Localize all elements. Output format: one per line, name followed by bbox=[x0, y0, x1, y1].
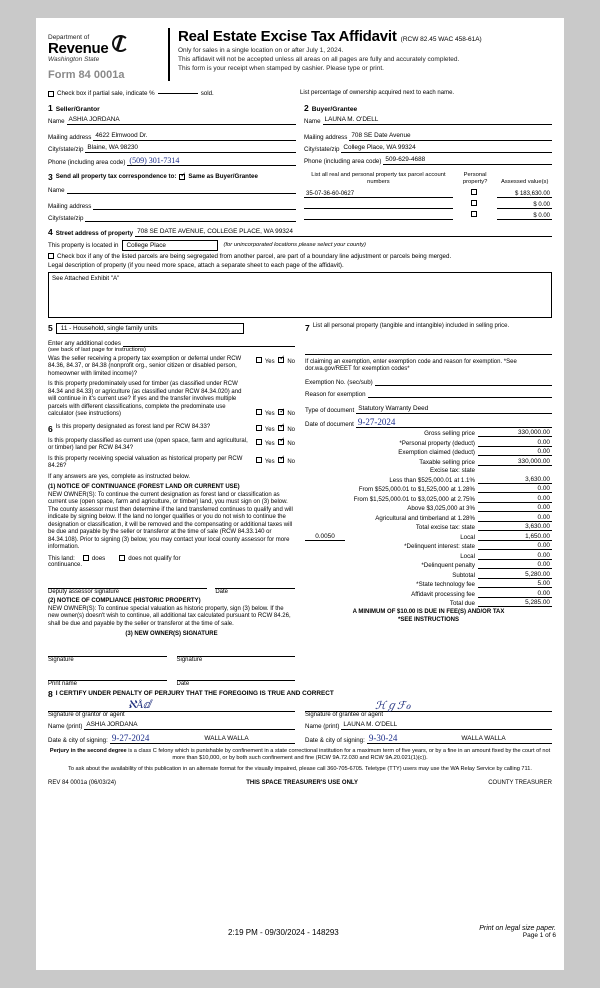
buyer-mailing-label: Mailing address bbox=[304, 133, 348, 141]
current-use-question: Is this property classified as current use (open space, farm and agricultural, or timber) land per RCW 84.34? bbox=[48, 437, 248, 452]
parcel-input-3[interactable] bbox=[304, 208, 453, 219]
grantor-date-input[interactable]: 9-27-2024 bbox=[110, 733, 203, 744]
seller-title: Seller/Grantor bbox=[55, 105, 100, 113]
form-header bbox=[48, 28, 552, 81]
located-in-label: This property is located in bbox=[48, 241, 119, 249]
additional-codes-note: (see back of last page for instructions) bbox=[48, 346, 146, 353]
grantor-print-label: Name (print) bbox=[48, 722, 83, 730]
excise-state-label: Excise tax: state bbox=[429, 467, 475, 475]
timber-ag-answer[interactable]: Yes ✓No bbox=[254, 408, 295, 419]
tech-fee-value[interactable]: 5.00 bbox=[478, 580, 552, 588]
personal-prop-checkbox-3[interactable] bbox=[471, 211, 477, 217]
seller-citystatezip-input[interactable]: Blaine, WA 98230 bbox=[85, 144, 296, 153]
q2-yes-checkbox[interactable] bbox=[256, 409, 262, 415]
seller-name-input[interactable]: ASHIA JORDANA bbox=[67, 116, 296, 125]
subtitle-line-2: This affidavit will not be accepted unless all areas on all pages are fully and accurately completed. bbox=[178, 55, 460, 63]
section3-label: Send all property tax correspondence to: bbox=[55, 173, 177, 181]
assessed-value-header: Assessed value(s) bbox=[501, 178, 549, 185]
personal-property-label: List all personal property (tangible and intangible) included in selling price. bbox=[312, 322, 510, 329]
property-address-section bbox=[48, 227, 552, 318]
section7-number: 7 bbox=[305, 322, 310, 333]
partial-sale-label: Check box if partial sale, indicate % bbox=[57, 90, 155, 98]
grantee-city-input[interactable]: WALLA WALLA bbox=[459, 735, 552, 744]
perjury-note bbox=[48, 748, 552, 763]
certification-title: I CERTIFY UNDER PENALTY OF PERJURY THAT THE FOREGOING IS TRUE AND CORRECT bbox=[55, 690, 334, 698]
perjury-text: is a class C felony which is punishable by confinement in a state correctional institution for a maximum term of five years, or by a fine in an amount fixed by the court of not more than $10,000, or by both such confinement and fine (RCW 9A.72.030 and RCW 9A.20.021(1)(c)). bbox=[126, 747, 551, 761]
new-owner-date-1[interactable] bbox=[177, 671, 296, 681]
grantee-print-input[interactable]: LAUNA M. O'DELL bbox=[341, 721, 552, 730]
tier4-value[interactable]: 0.00 bbox=[478, 504, 552, 512]
dept-label: Department of bbox=[48, 34, 90, 41]
page-number: Page 1 of 6 bbox=[522, 932, 556, 939]
doc-date-input[interactable]: 9-27-2024 bbox=[356, 417, 552, 428]
new-owner-printname-1[interactable] bbox=[48, 671, 167, 681]
buyer-mailing-input[interactable]: 708 SE Date Avenue bbox=[349, 132, 552, 141]
grantor-signature-label: Signature of grantor or agent bbox=[48, 711, 125, 718]
q2-no-checkbox[interactable] bbox=[278, 409, 284, 415]
q3-yes-checkbox[interactable] bbox=[256, 425, 262, 431]
affidavit-page bbox=[36, 18, 564, 970]
seller-exemption-question: Was the seller receiving a property tax exemption or deferral under RCW 84.36, 84.37, or 84.38 (nonprofit org., senior citizen or disabled person, homeowner with limited income)? bbox=[48, 355, 242, 377]
seller-number: 1 bbox=[48, 102, 53, 113]
print-note-block bbox=[479, 925, 556, 939]
total-excise-state-label: Total excise tax: state bbox=[415, 524, 475, 532]
deputy-assessor-date-label: Date bbox=[215, 589, 229, 596]
buyer-citystatezip-label: City/state/zip bbox=[304, 145, 340, 153]
delinq-interest-state-label: *Delinquent interest: state bbox=[404, 543, 475, 551]
tech-fee-label: *State technology fee bbox=[416, 581, 475, 589]
grantor-date-label: Date & city of signing: bbox=[48, 736, 108, 744]
personal-deduct-value[interactable]: 0.00 bbox=[478, 439, 552, 447]
tier1-value[interactable]: 3,630.00 bbox=[478, 476, 552, 484]
county-note: (for unincorporated locations please select your county) bbox=[223, 242, 366, 249]
grantee-signature-input[interactable] bbox=[305, 700, 552, 712]
seller-phone-label: Phone (including area code) bbox=[48, 158, 126, 166]
legal-description-input[interactable]: See Attached Exhibit "A" bbox=[48, 272, 552, 318]
buyer-citystatezip-input[interactable]: College Place, WA 99324 bbox=[341, 144, 552, 153]
parcel-input-1[interactable]: 35-07-36-60-0627 bbox=[304, 186, 453, 197]
corr-citystatezip-input[interactable] bbox=[85, 213, 296, 222]
personal-prop-checkbox-1[interactable] bbox=[471, 189, 477, 195]
q5-no-checkbox[interactable] bbox=[278, 457, 284, 463]
doc-date-label: Date of document bbox=[305, 420, 354, 428]
new-owner-signature-2[interactable] bbox=[177, 647, 296, 657]
assessed-value-3[interactable]: $ 0.00 bbox=[497, 208, 552, 219]
subtotal-label: Subtotal bbox=[452, 571, 475, 579]
buyer-phone-input[interactable]: 509-629-4688 bbox=[383, 156, 552, 165]
state-label: Washington State bbox=[48, 56, 100, 64]
alt-format-note: To ask about the availability of this publication in an alternate format for the visually impaired, please call 360-705-6705. Teletype (TTY) users may use the WA Relay Service by calling 711. bbox=[68, 766, 532, 773]
perjury-bold: Perjury in the second degree bbox=[49, 747, 127, 754]
seller-section bbox=[48, 103, 296, 166]
partial-sale-pct-input[interactable] bbox=[158, 93, 198, 94]
personal-deduct-label: *Personal property (deduct) bbox=[399, 439, 475, 447]
personal-property-input[interactable] bbox=[305, 345, 552, 355]
deputy-assessor-date-input[interactable] bbox=[215, 579, 295, 589]
new-owner-date-label-1: Date bbox=[176, 680, 190, 687]
processing-fee-value[interactable]: 0.00 bbox=[478, 590, 552, 598]
processing-fee-label: Affidavit processing fee bbox=[411, 590, 475, 598]
table-row bbox=[304, 208, 552, 219]
taxable-price-value[interactable]: 330,000.00 bbox=[478, 458, 552, 466]
buyer-number: 2 bbox=[304, 102, 309, 113]
buyer-name-input[interactable]: LAUNA M. O'DELL bbox=[323, 116, 552, 125]
tier4-label: Above $3,025,000 at 3% bbox=[407, 505, 475, 513]
q4-yes-checkbox[interactable] bbox=[256, 439, 262, 445]
tier3-label: From $1,525,000.01 to $3,025,000 at 2.75% bbox=[353, 495, 475, 503]
additional-codes-input[interactable] bbox=[123, 338, 295, 347]
parcel-header: List all real and personal property tax parcel account numbers bbox=[311, 171, 446, 185]
page-title: Real Estate Excise Tax Affidavit (RCW 82.45 WAC 458-61A) bbox=[178, 28, 482, 45]
total-due-label: Total due bbox=[449, 600, 475, 608]
seller-exemption-answer[interactable]: Yes ✓No bbox=[254, 356, 295, 367]
section6-number: 6 bbox=[48, 423, 53, 434]
personal-prop-header: Personal property? bbox=[462, 171, 488, 185]
taxable-price-label: Taxable selling price bbox=[419, 458, 475, 466]
buyer-section bbox=[304, 103, 552, 166]
located-in-select[interactable]: College Place bbox=[122, 240, 218, 251]
delinq-interest-state-value[interactable]: 0.00 bbox=[478, 542, 552, 550]
exemption-reason-input[interactable] bbox=[368, 389, 552, 398]
exemption-code-label: Exemption No. (sec/sub) bbox=[305, 378, 373, 386]
same-as-buyer-label: Same as Buyer/Grantee bbox=[188, 173, 258, 181]
form-number: Form 84 0001a bbox=[48, 69, 125, 82]
partial-sale-checkbox[interactable] bbox=[48, 91, 54, 97]
delinq-interest-local-label: Local bbox=[460, 552, 475, 560]
header-divider bbox=[168, 28, 170, 81]
current-use-answer[interactable]: Yes ✓No bbox=[254, 438, 295, 449]
grantor-signature-mark: ℵÅⅆ bbox=[128, 698, 151, 711]
grantee-signature-label: Signature of grantee or agent bbox=[305, 711, 384, 718]
buyer-name-label: Name bbox=[304, 117, 321, 125]
delinq-penalty-value[interactable]: 0.00 bbox=[478, 561, 552, 569]
this-land-label: This land: bbox=[48, 554, 75, 562]
table-row bbox=[304, 186, 552, 197]
corr-name-label: Name bbox=[48, 186, 65, 194]
subtotal-value[interactable]: 5,280.00 bbox=[478, 571, 552, 579]
correspondence-section bbox=[48, 172, 296, 222]
section7 bbox=[305, 323, 552, 687]
forest-land-question: Is this property designated as forest land per RCW 84.33? bbox=[55, 423, 211, 430]
street-address-input[interactable]: 708 SE DATE AVENUE, COLLEGE PLACE, WA 99324 bbox=[135, 228, 552, 237]
title-citation: (RCW 82.45 WAC 458-61A) bbox=[400, 36, 482, 43]
deputy-assessor-label: Deputy assessor signature bbox=[48, 589, 120, 596]
ag-timber-label: Agricultural and timberland at 1.28% bbox=[375, 514, 475, 522]
minimum-due-note: A MINIMUM OF $10.00 IS DUE IN FEE(S) AND/OR TAX bbox=[352, 609, 505, 616]
notice-continuance-body: NEW OWNER(S): To continue the current designation as forest land or classification as current use (open space, farm and agriculture, or timber) land, you must sign on (3) below. The county assessor must then determine if the land transferred continues to qualify and will indicate by signing below. If the land no longer qualifies or you do not wish to continue the designation or classification, it will be removed and the compensating or additional taxes will be due and payable by the seller or transferor at the time of sale (RCW 84.33.140 or 84.34.108). Prior to signing (3) below, you may contact your local county assessor for more information. bbox=[48, 491, 293, 551]
section3-number: 3 bbox=[48, 171, 53, 182]
new-owner-printname-label-1: Print name bbox=[48, 680, 78, 687]
exemption-claimed-value[interactable]: 0.00 bbox=[478, 448, 552, 456]
total-due-value[interactable]: 5,285.00 bbox=[478, 599, 552, 607]
personal-prop-checkbox-2[interactable] bbox=[471, 200, 477, 206]
exemption-reason-label: Reason for exemption bbox=[305, 390, 366, 398]
tier2-value[interactable]: 0.00 bbox=[478, 485, 552, 493]
additional-codes-label: Enter any additional codes bbox=[48, 339, 121, 347]
gross-price-label: Gross selling price bbox=[424, 430, 475, 438]
q5-yes-checkbox[interactable] bbox=[256, 457, 262, 463]
historic-question: Is this property receiving special valuation as historical property per RCW 84.26? bbox=[48, 455, 243, 470]
does-not-label: does not qualify for bbox=[128, 554, 181, 562]
new-owner-signature-1[interactable] bbox=[48, 647, 167, 657]
revenue-wordmark: Revenue bbox=[48, 40, 109, 58]
tier1-label: Less than $525,000.01 at 1.1% bbox=[389, 476, 475, 484]
parcel-input-2[interactable] bbox=[304, 197, 453, 208]
rev-number: REV 84 0001a (06/03/24) bbox=[48, 780, 117, 787]
tier3-value[interactable]: 0.00 bbox=[478, 495, 552, 503]
q4-no-checkbox[interactable] bbox=[278, 439, 284, 445]
seller-citystatezip-label: City/state/zip bbox=[48, 145, 84, 153]
land-use-code-select[interactable]: 11 - Household, single family units bbox=[56, 323, 244, 334]
seller-name-label: Name bbox=[48, 117, 65, 125]
does-label: does bbox=[91, 554, 106, 562]
dor-logo-block bbox=[48, 28, 168, 81]
print-note: Print on legal size paper. bbox=[479, 925, 556, 932]
corr-mailing-label: Mailing address bbox=[48, 202, 92, 210]
buyer-phone-label: Phone (including area code) bbox=[304, 157, 382, 165]
revenue-swoosh-icon bbox=[112, 35, 125, 50]
new-owner-signature-title: (3) NEW OWNER(S) SIGNATURE bbox=[125, 631, 218, 638]
sold-label: sold. bbox=[200, 90, 214, 98]
section5-number: 5 bbox=[48, 323, 53, 334]
assessed-value-1[interactable]: $ 183,630.00 bbox=[497, 186, 552, 197]
historic-answer[interactable]: Yes ✓No bbox=[254, 456, 295, 467]
ownership-note: List percentage of ownership acquired next to each name. bbox=[300, 90, 455, 97]
new-owner-signature-label-1: Signature bbox=[48, 656, 74, 663]
local-rate-value[interactable]: 0.0050 bbox=[305, 533, 345, 541]
corr-citystatezip-label: City/state/zip bbox=[48, 214, 84, 222]
q1-no-checkbox[interactable] bbox=[278, 357, 284, 363]
does-qualify-checkbox[interactable] bbox=[83, 555, 89, 561]
grantee-date-input[interactable]: 9-30-24 bbox=[367, 733, 460, 744]
tier2-label: From $525,000.01 to $1,525,000 at 1.28% bbox=[358, 486, 475, 494]
if-any-yes-note: If any answers are yes, complete as instructed below. bbox=[48, 473, 191, 480]
county-treasurer-label: COUNTY TREASURER bbox=[488, 780, 552, 787]
subtitle-line-1: Only for sales in a single location on or after July 1, 2024. bbox=[178, 47, 344, 54]
q3-no-checkbox[interactable] bbox=[278, 425, 284, 431]
grantee-signature-mark: ℋℊℱℴ bbox=[375, 699, 411, 712]
notice-compliance-title: (2) NOTICE OF COMPLIANCE (HISTORIC PROPERTY) bbox=[48, 598, 201, 605]
grantor-city-input[interactable]: WALLA WALLA bbox=[202, 735, 295, 744]
section8-number: 8 bbox=[48, 688, 53, 699]
see-instructions-note: *SEE INSTRUCTIONS bbox=[397, 616, 459, 623]
parcel-table bbox=[304, 172, 552, 222]
grantor-signature-input[interactable] bbox=[48, 700, 295, 712]
segregated-label: Check box if any of the listed parcels are being segregated from another parcel, are part of a boundary line adjustment or parcels being merged. bbox=[57, 252, 452, 260]
gross-price-value[interactable]: 330,000.00 bbox=[478, 429, 552, 437]
notice-compliance-body: NEW OWNER(S): To continue special valuation as historic property, sign (3) below. If the new owner(s) doesn't wish to continue, all additional tax calculated pursuant to RCW 84.26, shall be due and payable by the seller or transferor at the time of sale. bbox=[48, 605, 291, 627]
seller-mailing-input[interactable]: 4622 Elmwood Dr. bbox=[93, 132, 296, 141]
assessed-value-2[interactable]: $ 0.00 bbox=[497, 197, 552, 208]
local-value[interactable]: 1,650.00 bbox=[478, 533, 552, 541]
delinq-interest-local-value[interactable]: 0.00 bbox=[478, 552, 552, 560]
new-owner-signature-label-2: Signature bbox=[176, 656, 203, 663]
grantee-print-label: Name (print) bbox=[305, 722, 340, 730]
treasurer-stamp: 2:19 PM - 09/30/2024 - 148293 bbox=[228, 928, 339, 937]
buyer-title: Buyer/Grantee bbox=[311, 105, 358, 113]
table-row bbox=[304, 197, 552, 208]
doc-type-label: Type of document bbox=[305, 406, 355, 414]
exemption-instructions: If claiming an exemption, enter exemption code and reason for exemption. *See dor.wa.gov/REET for exemption codes* bbox=[305, 358, 517, 373]
treasurer-space-label: THIS SPACE TREASURER'S USE ONLY bbox=[246, 780, 359, 787]
section4-number: 4 bbox=[48, 226, 53, 237]
delinq-penalty-label: *Delinquent penalty bbox=[421, 562, 475, 570]
corr-name-input[interactable] bbox=[67, 185, 296, 194]
exemption-code-input[interactable] bbox=[375, 377, 552, 386]
subtitle-line-3: This form is your receipt when stamped by cashier. Please type or print. bbox=[178, 64, 384, 72]
seller-mailing-label: Mailing address bbox=[48, 133, 92, 141]
deputy-assessor-signature-input[interactable] bbox=[48, 579, 207, 589]
total-excise-state-value[interactable]: 3,630.00 bbox=[478, 523, 552, 531]
segregated-checkbox[interactable] bbox=[48, 253, 54, 259]
local-label: Local bbox=[460, 533, 475, 541]
legal-description-label: Legal description of property (if you need more space, attach a separate sheet to each page of the affidavit). bbox=[48, 261, 344, 269]
grantee-date-label: Date & city of signing: bbox=[305, 736, 365, 744]
same-as-buyer-checkbox[interactable] bbox=[179, 174, 185, 180]
corr-mailing-input[interactable] bbox=[93, 201, 296, 210]
timber-ag-question: Is this property predominately used for timber (as classified under RCW 84.34 and 84.33) or agriculture (as classified under RCW 84.34.020) and will continue in it's current use? If yes and the transfer involves multiple parcels with different classifications, complete the predominate use calculator (see instructions) bbox=[48, 381, 242, 418]
notice-continuance-title: (1) NOTICE OF CONTINUANCE (FOREST LAND OR CURRENT USE) bbox=[48, 484, 240, 491]
forest-land-answer[interactable]: Yes ✓No bbox=[254, 424, 295, 435]
continuance-label: continuance. bbox=[48, 561, 83, 568]
q1-yes-checkbox[interactable] bbox=[256, 357, 262, 363]
seller-phone-input[interactable]: (509) 301-7314 bbox=[127, 156, 296, 166]
grantor-print-input[interactable]: ASHIA JORDANA bbox=[84, 721, 295, 730]
ag-timber-value[interactable]: 0.00 bbox=[478, 514, 552, 522]
does-not-qualify-checkbox[interactable] bbox=[119, 555, 125, 561]
doc-type-input[interactable]: Statutory Warranty Deed bbox=[356, 405, 552, 414]
exemption-claimed-label: Exemption claimed (deduct) bbox=[398, 449, 475, 457]
street-address-label: Street address of property bbox=[55, 229, 134, 237]
